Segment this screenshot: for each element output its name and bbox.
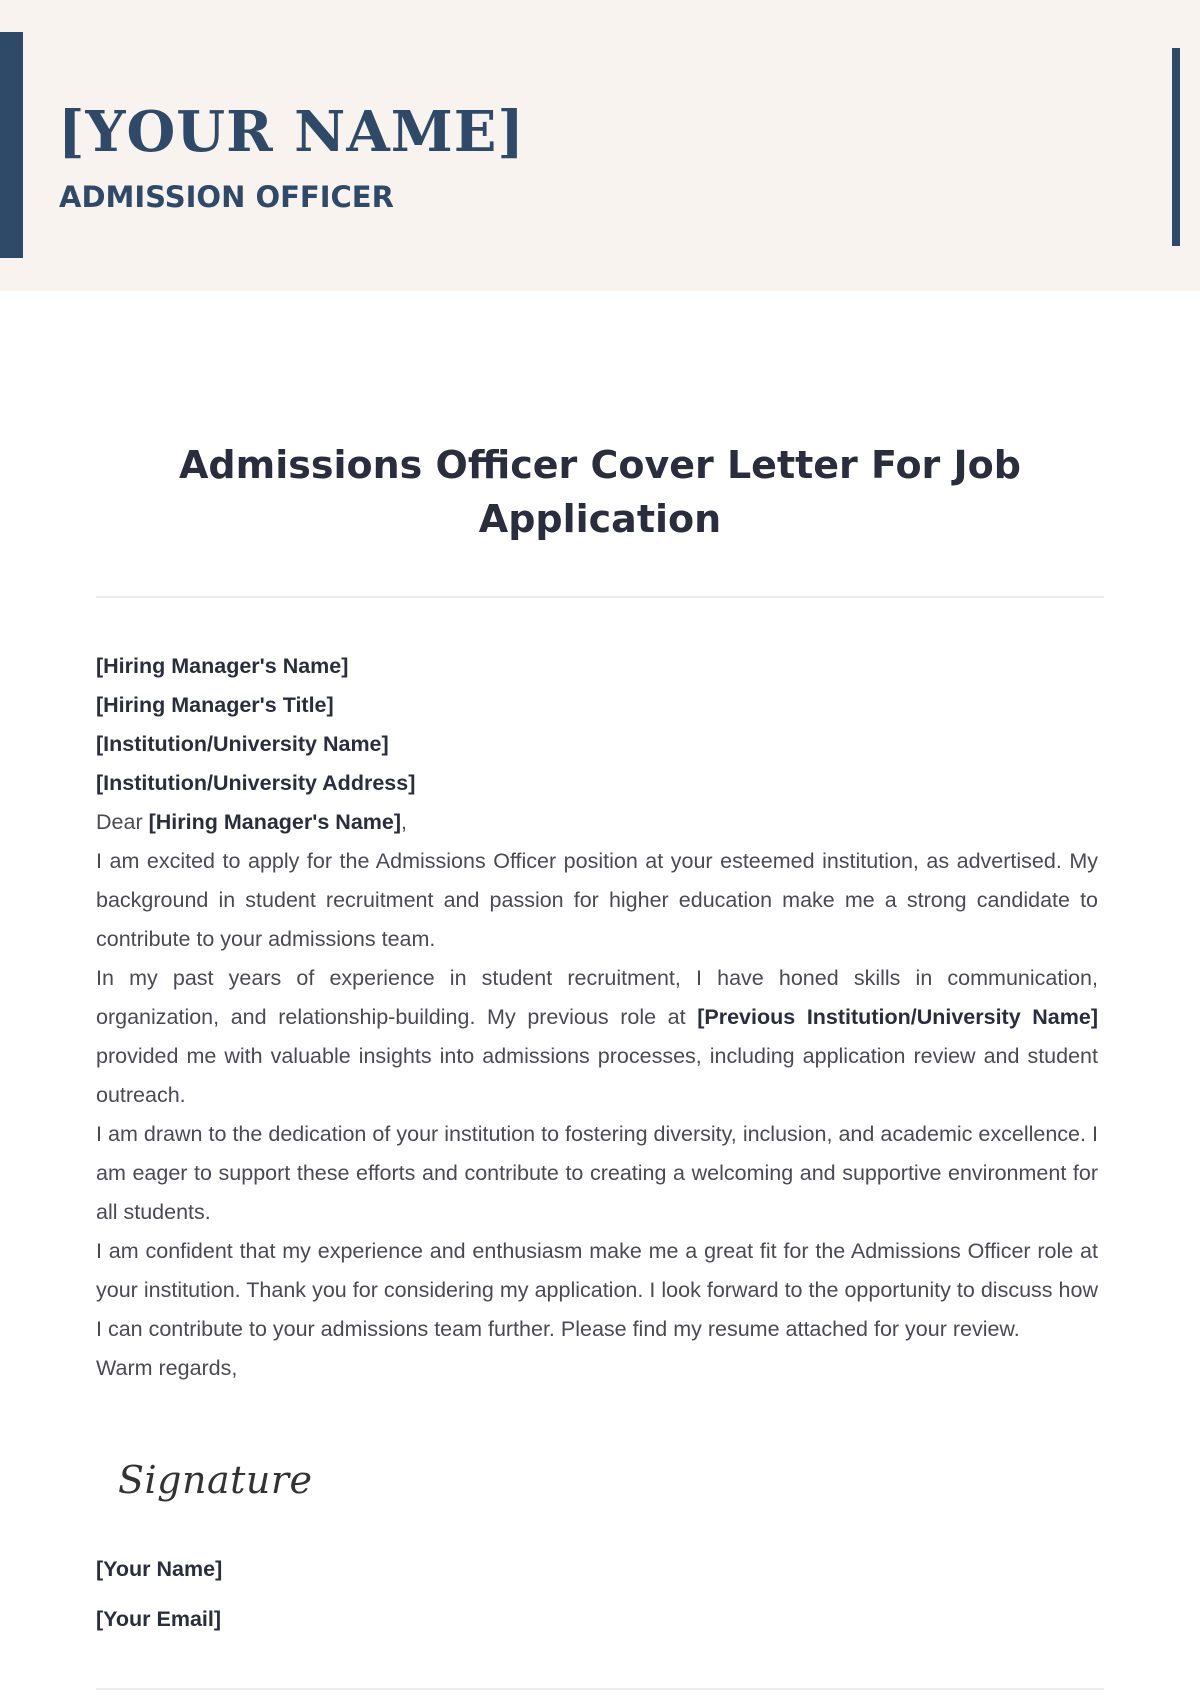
sender-email: [Your Email]	[96, 1607, 222, 1631]
recipient-name: [Hiring Manager's Name]	[96, 654, 349, 678]
applicant-role: ADMISSION OFFICER	[59, 180, 394, 214]
closing-line: Warm regards,	[96, 1356, 238, 1380]
divider-top	[96, 596, 1104, 598]
document-title: Admissions Officer Cover Letter For Job Application	[179, 443, 1021, 541]
previous-institution: [Previous Institution/University Name]	[697, 1005, 1098, 1029]
sender-name: [Your Name]	[96, 1557, 223, 1581]
paragraph-closing: I am confident that my experience and enthusiasm make me a great fit for the Admissions Officer role at your institution. Thank you for considering my application. I look forward to the opportunity to discuss how I can contribute to your admissions team further. Please find my resume attached for your review.	[96, 1239, 1098, 1341]
paragraph-motivation: I am drawn to the dedication of your institution to fostering diversity, inclusion, and academic excellence. I am eager to support these efforts and contribute to creating a welcoming and supportive environment for all students.	[96, 1122, 1098, 1224]
paragraph-experience-end: provided me with valuable insights into admissions processes, including application review and student outreach.	[96, 1044, 1098, 1107]
recipient-institution: [Institution/University Name]	[96, 732, 389, 756]
header-accent-bar-left	[0, 32, 23, 258]
salutation	[96, 803, 1098, 842]
recipient-address: [Institution/University Address]	[96, 771, 416, 795]
paragraph-experience	[96, 959, 1098, 1115]
recipient-title: [Hiring Manager's Title]	[96, 693, 334, 717]
paragraph-experience-start: In my past years of experience in student recruitment, I have honed skills in communication, organization, and relationship-building. My previous role at	[96, 966, 1098, 1029]
paragraph-intro: I am excited to apply for the Admissions Officer position at your esteemed institution, as advertised. My background in student recruitment and passion for higher education make me a strong candidate to contribute to your admissions team.	[96, 849, 1098, 951]
salutation-name: [Hiring Manager's Name]	[148, 810, 402, 834]
salutation-prefix: Dear	[96, 810, 143, 834]
divider-bottom	[96, 1688, 1104, 1690]
header-accent-bar-right	[1172, 48, 1180, 246]
applicant-name: [YOUR NAME]	[58, 99, 525, 165]
signature: Signature	[118, 1458, 313, 1502]
letter-body	[96, 647, 1098, 1388]
salutation-suffix: ,	[401, 810, 407, 834]
